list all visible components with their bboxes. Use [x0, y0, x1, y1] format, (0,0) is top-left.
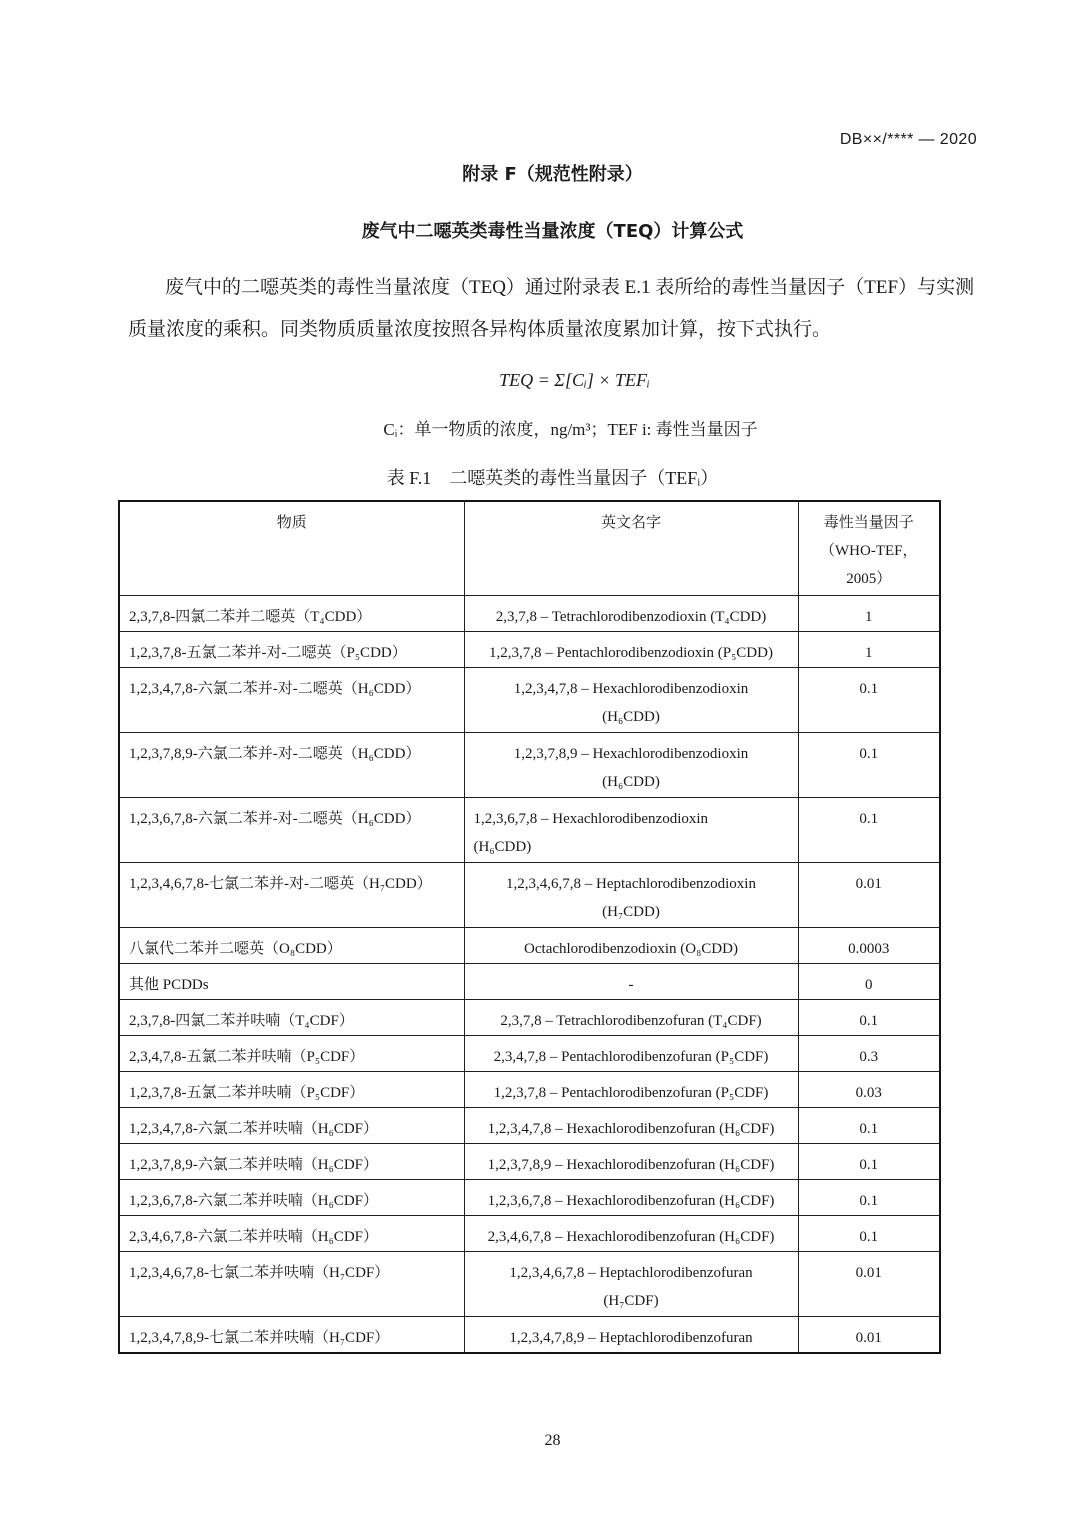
english-name — [465, 1317, 798, 1352]
english-name-cell — [464, 1180, 798, 1216]
substance-name: 2,3,4,6,7,8-六氯二苯并呋喃（H₆CDF） — [129, 1229, 378, 1245]
tef-cell — [798, 1252, 940, 1317]
english-name — [465, 1036, 798, 1071]
substance-cell — [119, 1072, 464, 1108]
paragraph-line: 质量浓度的乘积。同类物质质量浓度按照各异构体质量浓度累加计算，按下式执行。 — [128, 319, 832, 340]
english-name — [465, 632, 798, 667]
tef-table — [118, 500, 941, 1354]
english-name-line: 1,2,3,7,8 – Pentachlorodibenzodioxin (P₅CDD) — [489, 645, 773, 661]
english-name-cell — [464, 798, 798, 863]
tef-value: 0.03 — [855, 1085, 882, 1101]
substance-cell — [119, 964, 464, 1000]
english-name-line: 1,2,3,4,7,8 – Hexachlorodibenzofuran (H₆CDF) — [487, 1121, 775, 1137]
table-row — [119, 1180, 940, 1216]
substance-name: 1,2,3,7,8-五氯二苯并呋喃（P₅CDF） — [129, 1085, 365, 1101]
english-name — [465, 964, 798, 999]
substance-name: 其他 PCDDs — [129, 977, 209, 993]
table-row — [119, 1000, 940, 1036]
english-name-line: 2,3,4,7,8 – Pentachlorodibenzofuran (P₅CDF) — [493, 1049, 769, 1065]
tef-value: 0.01 — [855, 1330, 882, 1346]
document-code: DB××/**** — 2020 — [839, 131, 977, 148]
english-name-line: 1,2,3,4,6,7,8 – Heptachlorodibenzodioxin — [506, 876, 756, 892]
substance-cell — [119, 668, 464, 733]
tef-value: 0.3 — [859, 1049, 879, 1065]
substance-name: 1,2,3,6,7,8-六氯二苯并呋喃（H₆CDF） — [129, 1193, 378, 1209]
tef-cell — [798, 1000, 940, 1036]
tef-value: 0.0003 — [848, 941, 890, 957]
header-tef-line: 毒性当量因子 — [823, 515, 914, 531]
tef-cell — [798, 1108, 940, 1144]
header-english: 英文名字 — [600, 515, 661, 531]
tef-cell — [798, 632, 940, 668]
substance-cell — [119, 928, 464, 964]
english-name — [465, 928, 798, 963]
table-row — [119, 668, 940, 733]
english-name — [465, 1216, 798, 1251]
header-substance: 物质 — [276, 515, 307, 531]
header-tef-line: 2005） — [846, 571, 892, 587]
substance-name: 1,2,3,4,7,8,9-七氯二苯并呋喃（H₇CDF） — [129, 1330, 390, 1346]
tef-value: 1 — [865, 609, 873, 625]
table-row — [119, 1108, 940, 1144]
tef-value: 0.1 — [859, 1013, 879, 1029]
table-row — [119, 733, 940, 798]
header-english-cell — [464, 501, 798, 596]
substance-cell — [119, 596, 464, 632]
table-caption: 表 F.1 二噁英类的毒性当量因子（TEFᵢ） — [386, 468, 719, 488]
tef-value: 0.1 — [859, 811, 879, 827]
substance-name: 1,2,3,7,8,9-六氯二苯并呋喃（H₆CDF） — [129, 1157, 378, 1173]
tef-value: 0.01 — [855, 1265, 882, 1281]
english-name-line: (H₇CDD) — [602, 904, 660, 920]
substance-cell — [119, 1317, 464, 1354]
table-row — [119, 1216, 940, 1252]
substance-name: 1,2,3,7,8,9-六氯二苯并-对-二噁英（H₆CDD） — [129, 746, 421, 762]
english-name — [465, 1072, 798, 1107]
substance-cell — [119, 1108, 464, 1144]
english-name-cell — [464, 964, 798, 1000]
english-name — [465, 733, 798, 797]
english-name-line: (H₆CDD) — [602, 709, 660, 725]
english-name-line: 2,3,7,8 – Tetrachlorodibenzodioxin (T₄CDD) — [495, 609, 767, 625]
english-name-line: - — [628, 977, 634, 993]
english-name-line: 1,2,3,7,8 – Pentachlorodibenzofuran (P₅CDF) — [493, 1085, 769, 1101]
tef-value: 0.1 — [859, 1121, 879, 1137]
english-name-cell — [464, 1317, 798, 1354]
table-row — [119, 798, 940, 863]
english-name-line: 1,2,3,6,7,8 – Hexachlorodibenzofuran (H₆CDF) — [487, 1193, 775, 1209]
english-name-line: 1,2,3,6,7,8 – Hexachlorodibenzodioxin — [473, 811, 709, 827]
tef-value: 0.01 — [855, 876, 882, 892]
tef-value: 0 — [865, 977, 873, 993]
english-name-cell — [464, 1072, 798, 1108]
teq-formula: TEQ = Σ[Cᵢ] × TEFᵢ — [499, 370, 650, 390]
substance-name: 2,3,7,8-四氯二苯并呋喃（T₄CDF） — [129, 1013, 354, 1029]
substance-name: 1,2,3,4,7,8-六氯二苯并呋喃（H₆CDF） — [129, 1121, 378, 1137]
header-substance-cell — [119, 501, 464, 596]
tef-cell — [798, 863, 940, 928]
english-name — [465, 1180, 798, 1215]
page-number: 28 — [544, 1432, 561, 1449]
substance-cell — [119, 1144, 464, 1180]
tef-cell — [798, 964, 940, 1000]
table-row — [119, 1072, 940, 1108]
substance-cell — [119, 1180, 464, 1216]
english-name-line: 1,2,3,7,8,9 – Hexachlorodibenzodioxin — [513, 746, 749, 762]
english-name-cell — [464, 668, 798, 733]
english-name-cell — [464, 733, 798, 798]
formula-note: Cᵢ：单一物质的浓度，ng/m³；TEF i: 毒性当量因子 — [383, 420, 758, 439]
english-name-line: 2,3,7,8 – Tetrachlorodibenzofuran (T₄CDF) — [500, 1013, 762, 1029]
header-tef-line: （WHO-TEF， — [820, 543, 918, 559]
english-name-cell — [464, 928, 798, 964]
table-row — [119, 632, 940, 668]
english-name — [465, 1000, 798, 1035]
tef-cell — [798, 798, 940, 863]
english-name-line: (H₇CDF) — [603, 1293, 659, 1309]
appendix-subtitle: 废气中二噁英类毒性当量浓度（TEQ）计算公式 — [361, 221, 744, 242]
substance-name: 1,2,3,4,7,8-六氯二苯并-对-二噁英（H₆CDD） — [129, 681, 421, 697]
english-name-line: 1,2,3,4,7,8 – Hexachlorodibenzodioxin — [513, 681, 749, 697]
tef-cell — [798, 596, 940, 632]
tef-cell — [798, 1216, 940, 1252]
header-tef — [799, 502, 940, 595]
english-name-line: 2,3,4,6,7,8 – Hexachlorodibenzofuran (H₆CDF) — [487, 1229, 775, 1245]
english-name-line: 1,2,3,4,6,7,8 – Heptachlorodibenzofuran — [509, 1265, 753, 1281]
tef-cell — [798, 1180, 940, 1216]
substance-cell — [119, 798, 464, 863]
tef-value: 0.1 — [859, 1193, 879, 1209]
substance-cell — [119, 1000, 464, 1036]
english-name-cell — [464, 596, 798, 632]
tef-value: 0.1 — [859, 1229, 879, 1245]
english-name-line: (H₆CDD) — [473, 839, 532, 855]
tef-cell — [798, 1072, 940, 1108]
table-row — [119, 1144, 940, 1180]
english-name-line: 1,2,3,7,8,9 – Hexachlorodibenzofuran (H₆CDF) — [487, 1157, 775, 1173]
substance-name: 1,2,3,4,6,7,8-七氯二苯并呋喃（H₇CDF） — [129, 1265, 390, 1281]
table-row — [119, 1036, 940, 1072]
tef-cell — [798, 1144, 940, 1180]
english-name — [465, 798, 798, 862]
substance-name: 八氯代二苯并二噁英（O₈CDD） — [129, 941, 342, 957]
tef-value: 0.1 — [859, 681, 879, 697]
header-tef-cell — [798, 501, 940, 596]
english-name-cell — [464, 1252, 798, 1317]
table-row — [119, 863, 940, 928]
table-row — [119, 964, 940, 1000]
table-row — [119, 1252, 940, 1317]
english-name — [465, 1252, 798, 1316]
english-name-line: (H₆CDD) — [602, 774, 660, 790]
english-name-cell — [464, 632, 798, 668]
substance-cell — [119, 1216, 464, 1252]
tef-value: 1 — [865, 645, 873, 661]
substance-cell — [119, 632, 464, 668]
substance-name: 2,3,7,8-四氯二苯并二噁英（T₄CDD） — [129, 609, 372, 625]
tef-cell — [798, 733, 940, 798]
tef-value: 0.1 — [859, 1157, 879, 1173]
substance-cell — [119, 733, 464, 798]
english-name — [465, 1108, 798, 1143]
appendix-title: 附录 F（规范性附录） — [462, 164, 643, 185]
english-name — [465, 863, 798, 927]
substance-cell — [119, 1252, 464, 1317]
tef-cell — [798, 928, 940, 964]
tef-value: 0.1 — [859, 746, 879, 762]
english-name-cell — [464, 1036, 798, 1072]
english-name-cell — [464, 1108, 798, 1144]
english-name — [465, 596, 798, 631]
table-row — [119, 596, 940, 632]
table-row — [119, 1317, 940, 1354]
substance-cell — [119, 1036, 464, 1072]
english-name-line: 1,2,3,4,7,8,9 – Heptachlorodibenzofuran — [509, 1330, 753, 1346]
english-name-cell — [464, 863, 798, 928]
table-header-row — [119, 501, 940, 596]
tef-cell — [798, 1317, 940, 1354]
tef-cell — [798, 1036, 940, 1072]
english-name-cell — [464, 1144, 798, 1180]
substance-name: 1,2,3,7,8-五氯二苯并-对-二噁英（P₅CDD） — [129, 645, 407, 661]
tef-cell — [798, 668, 940, 733]
english-name-line: Octachlorodibenzodioxin (O₈CDD) — [524, 941, 738, 957]
substance-cell — [119, 863, 464, 928]
paragraph-line: 废气中的二噁英类的毒性当量浓度（TEQ）通过附录表 E.1 表所给的毒性当量因子（TEF）与实测 — [165, 277, 975, 298]
substance-name: 1,2,3,4,6,7,8-七氯二苯并-对-二噁英（H₇CDD） — [129, 876, 432, 892]
table-row — [119, 928, 940, 964]
english-name — [465, 668, 798, 732]
substance-name: 1,2,3,6,7,8-六氯二苯并-对-二噁英（H₆CDD） — [129, 811, 421, 827]
english-name — [465, 1144, 798, 1179]
english-name-cell — [464, 1000, 798, 1036]
substance-name: 2,3,4,7,8-五氯二苯并呋喃（P₅CDF） — [129, 1049, 365, 1065]
english-name-cell — [464, 1216, 798, 1252]
